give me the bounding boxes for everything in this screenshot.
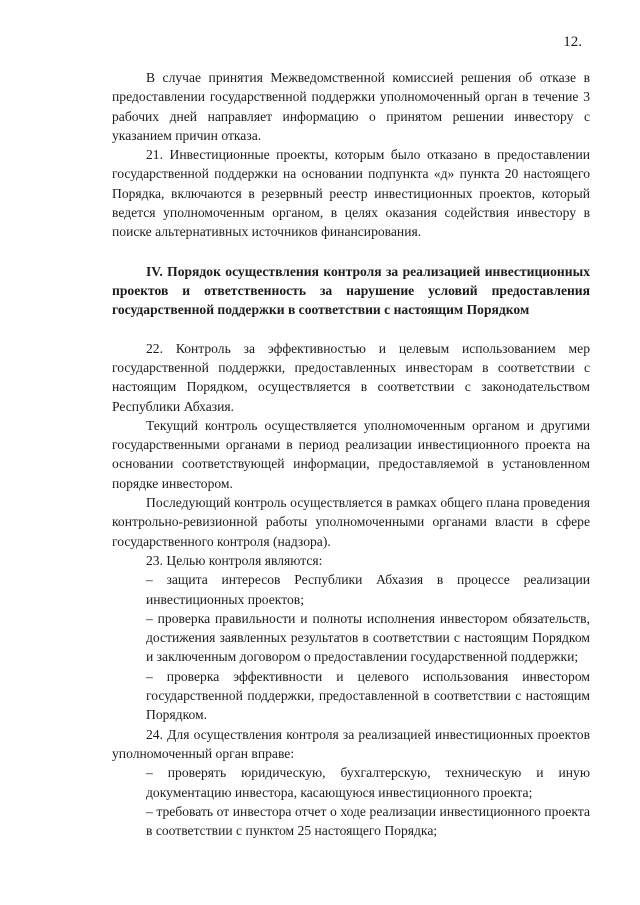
goal-item-2: – проверка правильности и полноты исполнения инвестором обязательств, достижения заявленных результатов в соответствии с настоящим Порядком и заключенным договором о предоставлении государственной поддержки; xyxy=(146,610,590,665)
goal-item-1: – защита интересов Республики Абхазия в процессе реализации инвестиционных проектов; xyxy=(146,572,590,607)
right-item-1: – проверять юридическую, бухгалтерскую, техническую и иную документацию инвестора, касающуюся инвестиционного проекта; xyxy=(146,765,590,800)
section-heading-iv: IV. Порядок осуществления контроля за реализацией инвестиционных проектов и ответственность за нарушение условий предоставления государственной поддержки в соответствии с настоящим Порядком xyxy=(112,263,590,317)
paragraph-subsequent-control: Последующий контроль осуществляется в рамках общего плана проведения контрольно-ревизионной работы уполномоченными органами власти в сфере государственного контроля (надзора). xyxy=(112,495,590,549)
paragraph-current-control: Текущий контроль осуществляется уполномоченным органом и другими государственными органами в период реализации инвестиционного проекта на основании соответствующей информации, предоставляемой в установленном порядке инвестором. xyxy=(112,417,590,491)
page-number: 12. xyxy=(563,34,582,50)
paragraph-22: 22. Контроль за эффективностью и целевым использованием мер государственной поддержки, предоставленных инвесторам в соответствии с настоящим Порядком, осуществляется в соответствии с законодательством Республики Абхазия. xyxy=(112,340,590,414)
paragraph-23: 23. Целью контроля являются: xyxy=(146,552,323,568)
goal-item-3: – проверка эффективности и целевого использования инвестором государственной поддержки, предоставленной в соответствии с настоящим Порядком. xyxy=(146,668,590,723)
paragraph-refusal-notice: В случае принятия Межведомственной комиссией решения об отказе в предоставлении государственной поддержки уполномоченный орган в течение 3 рабочих дней направляет информацию о принятом решении инвестору с указанием причин отказа. xyxy=(112,70,590,143)
document-body xyxy=(112,68,590,840)
paragraph-24: 24. Для осуществления контроля за реализацией инвестиционных проектов уполномоченный орган вправе: xyxy=(112,726,590,761)
rights-list xyxy=(146,763,590,840)
goals-list xyxy=(146,570,590,724)
paragraph-21: 21. Инвестиционные проекты, которым было отказано в предоставлении государственной поддержки на основании подпункта «д» пункта 20 настоящего Порядка, включаются в резервный реестр инвестиционных проектов, который ведется уполномоченным органом, в целях оказания содействия инвестору в поиске альтернативных источников финансирования. xyxy=(112,147,590,240)
right-item-2: – требовать от инвестора отчет о ходе реализации инвестиционного проекта в соответствии с пунктом 25 настоящего Порядка; xyxy=(146,803,590,839)
